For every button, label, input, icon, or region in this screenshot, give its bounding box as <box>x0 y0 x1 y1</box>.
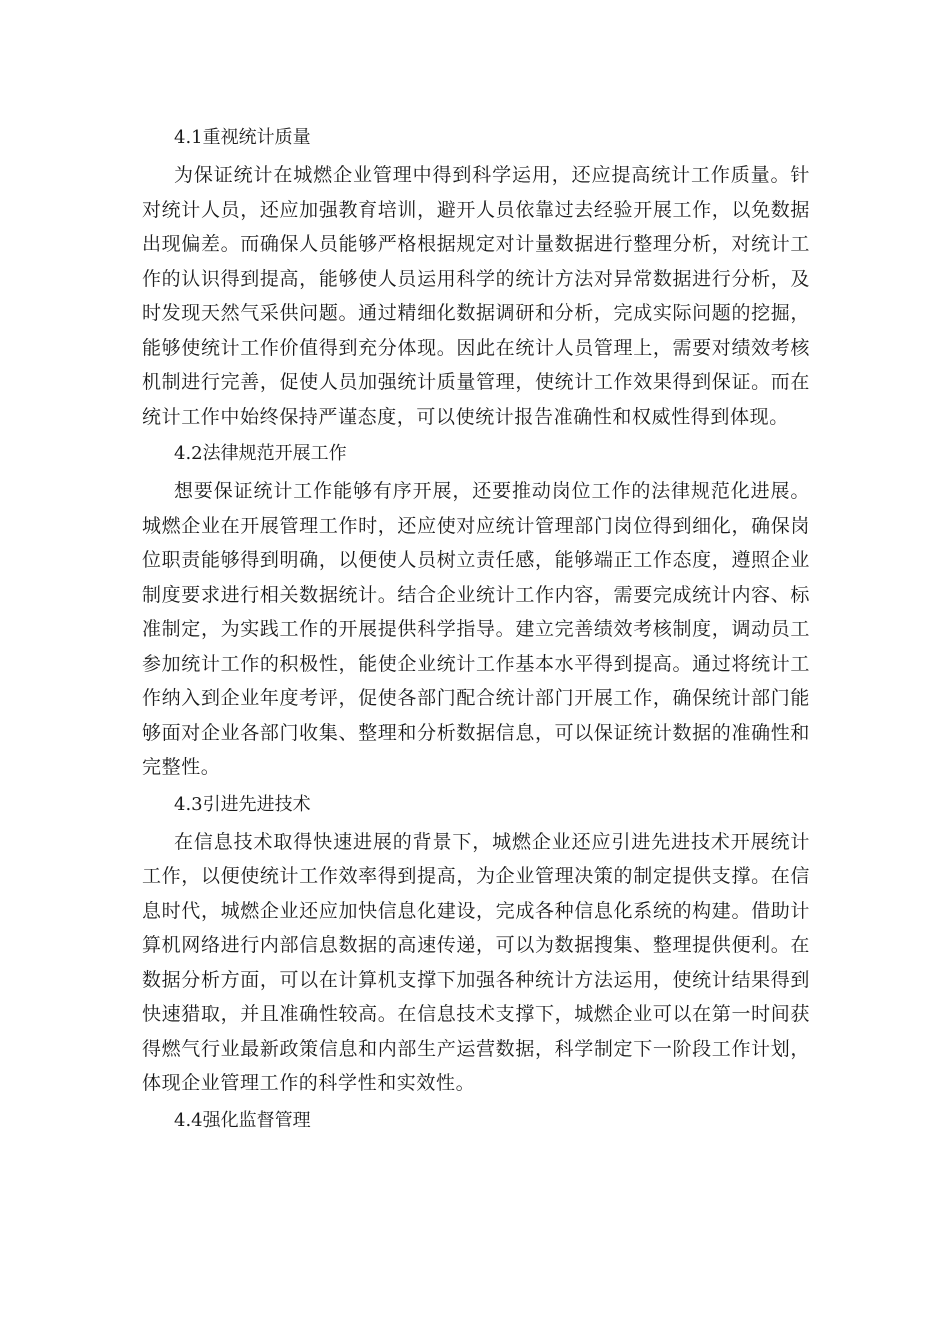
section-heading-4-1: 4.1重视统计质量 <box>174 127 311 148</box>
section-heading-4-2: 4.2法律规范开展工作 <box>174 443 347 464</box>
section-paragraph-4-2: 想要保证统计工作能够有序开展，还要推动岗位工作的法律规范化进展。城燃企业在开展管理工作时，还应使对应统计管理部门岗位得到细化，确保岗位职责能够得到明确，以便使人员树立责任感，能够端正工作态度，遵照企业制度要求进行相关数据统计。结合企业统计工作内容，需要完成统计内容、标准制定，为实践工作的开展提供科学指导。建立完善绩效考核制度，调动员工参加统计工作的积极性，能使企业统计工作基本水平得到提高。通过将统计工作纳入到企业年度考评，促使各部门配合统计部门开展工作，确保统计部门能够面对企业各部门收集、整理和分析数据信息，可以保证统计数据的准确性和完整性。 <box>142 480 810 778</box>
document-body <box>142 118 810 1141</box>
section-heading-4-3: 4.3引进先进技术 <box>174 793 311 815</box>
section-paragraph-4-1: 为保证统计在城燃企业管理中得到科学运用，还应提高统计工作质量。针对统计人员，还应加强教育培训，避开人员依靠过去经验开展工作，以免数据出现偏差。而确保人员能够严格根据规定对计量数据进行整理分析，对统计工作的认识得到提高，能够使人员运用科学的统计方法对异常数据进行分析，及时发现天然气采供问题。通过精细化数据调研和分析，完成实际问题的挖掘，能够使统计工作价值得到充分体现。因此在统计人员管理上，需要对绩效考核机制进行完善，促使人员加强统计质量管理，使统计工作效果得到保证。而在统计工作中始终保持严谨态度，可以使统计报告准确性和权威性得到体现。 <box>142 164 810 428</box>
section-heading-4-4: 4.4强化监督管理 <box>174 1109 311 1131</box>
section-paragraph-4-3: 在信息技术取得快速进展的背景下，城燃企业还应引进先进技术开展统计工作，以便使统计工作效率得到提高，为企业管理决策的制定提供支撑。在信息时代，城燃企业还应加快信息化建设，完成各种信息化系统的构建。借助计算机网络进行内部信息数据的高速传递，可以为数据搜集、整理提供便利。在数据分析方面，可以在计算机支撑下加强各种统计方法运用，使统计结果得到快速猎取，并且准确性较高。在信息技术支撑下，城燃企业可以在第一时间获得燃气行业最新政策信息和内部生产运营数据，科学制定下一阶段工作计划，体现企业管理工作的科学性和实效性。 <box>142 830 810 1094</box>
